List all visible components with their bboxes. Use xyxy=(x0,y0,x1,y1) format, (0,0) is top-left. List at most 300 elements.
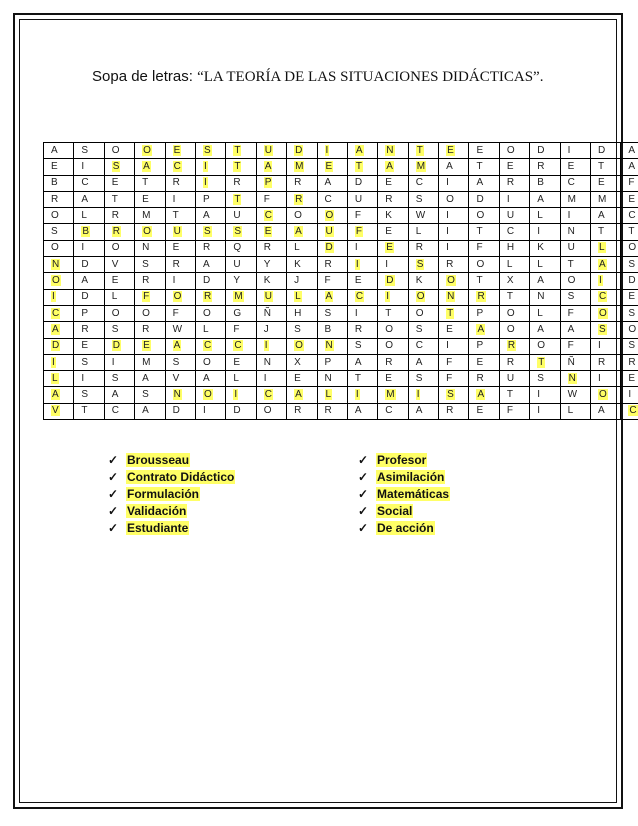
word-list-item xyxy=(358,486,450,503)
grid-cell xyxy=(408,305,438,321)
letter: I xyxy=(446,242,449,254)
letter: S xyxy=(111,372,119,384)
grid-cell xyxy=(44,208,74,224)
grid-cell xyxy=(165,403,195,419)
letter: S xyxy=(415,372,423,384)
letter: R xyxy=(598,356,606,368)
letter: K xyxy=(415,275,423,287)
grid-cell xyxy=(499,322,529,338)
highlighted-letter: I xyxy=(599,275,602,287)
grid-cell xyxy=(469,273,499,289)
grid-cell xyxy=(530,257,560,273)
letter: T xyxy=(506,291,513,303)
grid-cell xyxy=(499,305,529,321)
letter: R xyxy=(263,242,271,254)
grid-cell xyxy=(195,387,225,403)
grid-cell xyxy=(135,338,165,354)
grid-cell xyxy=(469,403,499,419)
highlighted-letter: A xyxy=(173,340,181,352)
checkmark-icon: ✓ xyxy=(358,521,369,535)
highlighted-letter: A xyxy=(477,323,485,335)
highlighted-letter: O xyxy=(599,307,607,319)
letter: R xyxy=(111,209,120,221)
grid-cell xyxy=(287,257,317,273)
grid-cell xyxy=(499,371,529,387)
letter: E xyxy=(598,177,605,189)
grid-cell xyxy=(530,175,560,191)
grid-row xyxy=(44,273,638,289)
highlighted-letter: T xyxy=(234,144,241,156)
highlighted-letter: R xyxy=(203,291,212,303)
letter: C xyxy=(567,177,575,189)
highlighted-letter: E xyxy=(143,340,150,352)
grid-cell xyxy=(439,208,469,224)
highlighted-letter: U xyxy=(264,144,272,156)
highlighted-letter: M xyxy=(386,389,395,401)
grid-cell xyxy=(165,257,195,273)
grid-cell xyxy=(165,273,195,289)
grid-cell xyxy=(560,338,590,354)
letter: R xyxy=(385,193,393,205)
grid-cell xyxy=(621,240,638,256)
grid-cell xyxy=(256,257,286,273)
highlighted-letter: O xyxy=(416,291,425,303)
highlighted-letter: T xyxy=(538,356,545,368)
letter: D xyxy=(172,405,180,417)
grid-cell xyxy=(317,305,347,321)
letter: T xyxy=(476,160,483,172)
letter: E xyxy=(111,177,119,189)
grid-cell xyxy=(378,403,408,419)
highlighted-letter: E xyxy=(447,144,454,156)
grid-cell xyxy=(104,289,134,305)
letter: I xyxy=(81,242,85,254)
letter: I xyxy=(81,372,85,384)
grid-cell xyxy=(226,208,256,224)
grid-cell xyxy=(408,387,438,403)
grid-cell xyxy=(74,322,104,338)
grid-cell xyxy=(317,354,347,370)
letter: R xyxy=(172,258,180,270)
letter: T xyxy=(172,209,179,221)
letter: K xyxy=(263,275,271,287)
grid-cell xyxy=(135,305,165,321)
letter: W xyxy=(415,209,426,221)
grid-cell xyxy=(378,240,408,256)
letter: R xyxy=(446,258,454,270)
highlighted-letter: A xyxy=(386,160,393,172)
letter: C xyxy=(111,405,120,417)
letter: E xyxy=(385,226,392,238)
grid-cell xyxy=(104,305,134,321)
letter: M xyxy=(567,193,576,205)
letter: A xyxy=(324,177,332,189)
letter: A xyxy=(598,405,605,417)
grid-cell xyxy=(287,354,317,370)
grid-cell xyxy=(560,305,590,321)
letter: T xyxy=(354,372,362,384)
letter: E xyxy=(446,323,453,335)
highlighted-letter: M xyxy=(295,160,304,172)
highlighted-letter: D xyxy=(52,340,60,352)
highlighted-letter: L xyxy=(295,291,301,303)
letter: I xyxy=(506,193,510,205)
letter: W xyxy=(172,323,183,335)
grid-cell xyxy=(104,338,134,354)
grid-row xyxy=(44,257,638,273)
grid-cell xyxy=(621,273,638,289)
highlighted-letter: C xyxy=(203,340,212,352)
letter: O xyxy=(567,275,576,287)
letter: D xyxy=(81,291,89,303)
letter: L xyxy=(415,226,422,238)
letter: I xyxy=(598,340,601,352)
highlighted-letter: A xyxy=(52,389,59,401)
letter: F xyxy=(567,307,574,319)
grid-cell xyxy=(469,387,499,403)
letter: R xyxy=(233,177,241,189)
letter: O xyxy=(111,307,120,319)
letter: A xyxy=(202,372,210,384)
grid-cell xyxy=(621,354,638,370)
letter: V xyxy=(172,372,180,384)
grid-cell xyxy=(104,143,134,159)
grid-cell xyxy=(165,354,195,370)
grid-cell xyxy=(591,322,621,338)
grid-cell xyxy=(44,322,74,338)
grid-row xyxy=(44,354,638,370)
letter: J xyxy=(294,275,300,287)
grid-cell xyxy=(44,371,74,387)
letter: H xyxy=(294,307,302,319)
grid-cell xyxy=(104,175,134,191)
highlighted-letter: I xyxy=(52,291,55,303)
grid-cell xyxy=(408,143,438,159)
grid-cell xyxy=(256,338,286,354)
highlighted-letter: L xyxy=(52,372,58,384)
grid-cell xyxy=(256,305,286,321)
letter: E xyxy=(233,356,241,368)
letter: S xyxy=(354,340,362,352)
letter: C xyxy=(415,340,423,352)
grid-cell xyxy=(287,371,317,387)
letter: P xyxy=(202,193,210,205)
highlighted-letter: S xyxy=(416,258,424,270)
grid-cell xyxy=(195,338,225,354)
letter: A xyxy=(476,177,484,189)
grid-cell xyxy=(499,191,529,207)
letter: A xyxy=(537,193,544,205)
grid-cell xyxy=(499,240,529,256)
letter: R xyxy=(51,193,59,205)
grid-cell xyxy=(287,387,317,403)
grid-cell xyxy=(439,371,469,387)
letter: E xyxy=(385,372,392,384)
letter: C xyxy=(385,405,393,417)
letter: U xyxy=(506,372,515,384)
grid-cell xyxy=(439,224,469,240)
grid-row xyxy=(44,175,638,191)
letter: E xyxy=(476,405,484,417)
grid-row xyxy=(44,289,638,305)
highlighted-letter: O xyxy=(143,144,151,156)
letter: T xyxy=(567,258,574,270)
grid-cell xyxy=(104,403,134,419)
letter: C xyxy=(506,226,515,238)
letter: U xyxy=(354,193,363,205)
checkmark-icon: ✓ xyxy=(108,470,119,484)
letter: I xyxy=(172,275,176,287)
grid-cell xyxy=(317,403,347,419)
grid-cell xyxy=(621,305,638,321)
letter: E xyxy=(142,193,149,205)
letter: O xyxy=(202,356,211,368)
grid-cell xyxy=(499,354,529,370)
grid-cell xyxy=(104,322,134,338)
highlighted-letter: O xyxy=(447,275,455,287)
grid-cell xyxy=(378,224,408,240)
letter: I xyxy=(385,258,389,270)
grid-cell xyxy=(256,191,286,207)
grid-cell xyxy=(135,191,165,207)
grid-cell xyxy=(44,240,74,256)
letter: D xyxy=(354,177,363,189)
grid-cell xyxy=(195,143,225,159)
grid-cell xyxy=(44,403,74,419)
grid-cell xyxy=(317,371,347,387)
grid-cell xyxy=(165,289,195,305)
highlighted-letter: D xyxy=(112,340,121,352)
highlighted-letter: C xyxy=(173,160,181,172)
grid-cell xyxy=(74,305,104,321)
letter: D xyxy=(233,405,241,417)
highlighted-letter: N xyxy=(52,258,60,270)
grid-row xyxy=(44,322,638,338)
letter: S xyxy=(628,340,636,352)
letter: I xyxy=(537,226,541,238)
letter: A xyxy=(567,323,575,335)
letter: D xyxy=(202,275,211,287)
letter: T xyxy=(81,405,88,417)
letter: T xyxy=(111,193,118,205)
letter: X xyxy=(506,275,514,287)
highlighted-letter: E xyxy=(264,226,272,238)
grid-cell xyxy=(347,273,377,289)
letter: A xyxy=(142,372,149,384)
highlighted-letter: F xyxy=(143,291,150,303)
letter: I xyxy=(263,372,267,384)
letter: I xyxy=(354,242,358,254)
letter: R xyxy=(446,405,454,417)
grid-cell xyxy=(378,354,408,370)
grid-cell xyxy=(560,387,590,403)
grid-cell xyxy=(135,371,165,387)
grid-cell xyxy=(591,289,621,305)
grid-cell xyxy=(256,354,286,370)
grid-cell xyxy=(439,387,469,403)
grid-cell xyxy=(347,208,377,224)
letter: I xyxy=(354,307,358,319)
highlighted-letter: C xyxy=(52,307,60,319)
letter: F xyxy=(628,177,635,189)
grid-cell xyxy=(135,257,165,273)
letter: I xyxy=(111,356,115,368)
letter: F xyxy=(567,340,574,352)
grid-cell xyxy=(226,257,256,273)
grid-cell xyxy=(165,387,195,403)
grid-cell xyxy=(530,143,560,159)
grid-cell xyxy=(378,208,408,224)
letter: E xyxy=(111,275,119,287)
highlighted-letter: O xyxy=(173,291,182,303)
grid-cell xyxy=(530,322,560,338)
grid-cell xyxy=(347,240,377,256)
grid-cell xyxy=(104,224,134,240)
highlighted-letter: R xyxy=(507,340,516,352)
highlighted-letter: U xyxy=(325,226,333,238)
highlighted-letter: L xyxy=(599,242,605,254)
word-label: Brousseau xyxy=(127,453,190,467)
letter: T xyxy=(385,307,392,319)
grid-cell xyxy=(469,240,499,256)
letter: K xyxy=(385,209,392,221)
grid-cell xyxy=(256,289,286,305)
letter: A xyxy=(415,405,423,417)
letter: O xyxy=(506,307,515,319)
letter: I xyxy=(537,389,541,401)
grid-cell xyxy=(347,354,377,370)
highlighted-letter: I xyxy=(234,389,238,401)
grid-cell xyxy=(317,338,347,354)
letter: N xyxy=(142,242,150,254)
letter: R xyxy=(476,372,484,384)
grid-cell xyxy=(621,338,638,354)
grid-cell xyxy=(469,371,499,387)
highlighted-letter: D xyxy=(295,144,303,156)
grid-cell xyxy=(621,387,638,403)
letter: F xyxy=(263,193,270,205)
checkmark-icon: ✓ xyxy=(358,453,369,467)
grid-cell xyxy=(469,159,499,175)
grid-cell xyxy=(287,175,317,191)
letter: S xyxy=(142,258,149,270)
letter: K xyxy=(537,242,544,254)
grid-cell xyxy=(530,224,560,240)
highlighted-letter: R xyxy=(295,193,303,205)
letter: D xyxy=(598,144,606,156)
letter: O xyxy=(142,307,150,319)
letter: R xyxy=(294,177,302,189)
checkmark-icon: ✓ xyxy=(108,521,119,535)
highlighted-letter: C xyxy=(355,291,364,303)
highlighted-letter: T xyxy=(447,307,454,319)
grid-cell xyxy=(135,403,165,419)
highlighted-letter: O xyxy=(203,389,212,401)
letter: S xyxy=(537,372,544,384)
letter: O xyxy=(202,307,211,319)
grid-cell xyxy=(74,273,104,289)
letter: E xyxy=(354,275,362,287)
grid-cell xyxy=(317,257,347,273)
grid-row xyxy=(44,143,638,159)
grid-cell xyxy=(226,273,256,289)
grid-cell xyxy=(560,159,590,175)
grid-cell xyxy=(591,191,621,207)
grid-cell xyxy=(226,143,256,159)
grid-cell xyxy=(408,159,438,175)
letter: O xyxy=(446,193,454,205)
highlighted-letter: I xyxy=(203,177,207,189)
grid-cell xyxy=(408,240,438,256)
letter: W xyxy=(567,389,578,401)
highlighted-letter: U xyxy=(173,226,181,238)
highlighted-letter: D xyxy=(386,275,394,287)
letter: L xyxy=(111,291,118,303)
grid-cell xyxy=(165,191,195,207)
grid-cell xyxy=(256,273,286,289)
letter: P xyxy=(476,307,484,319)
page-title xyxy=(92,68,543,86)
grid-cell xyxy=(469,322,499,338)
grid-cell xyxy=(317,387,347,403)
grid-cell xyxy=(165,338,195,354)
grid-cell xyxy=(591,175,621,191)
letter: R xyxy=(324,405,332,417)
grid-cell xyxy=(104,159,134,175)
grid-cell xyxy=(287,143,317,159)
grid-cell xyxy=(530,354,560,370)
letter: P xyxy=(476,340,484,352)
highlighted-letter: O xyxy=(295,340,303,352)
word-list-item xyxy=(108,520,235,537)
letter: I xyxy=(567,144,571,156)
grid-cell xyxy=(408,289,438,305)
highlighted-letter: R xyxy=(477,291,485,303)
grid-cell xyxy=(621,175,638,191)
grid-cell xyxy=(347,159,377,175)
letter: A xyxy=(142,405,149,417)
grid-cell xyxy=(165,224,195,240)
grid-cell xyxy=(591,305,621,321)
grid-cell xyxy=(44,143,74,159)
letter: U xyxy=(567,242,575,254)
grid-cell xyxy=(195,191,225,207)
grid-cell xyxy=(378,143,408,159)
grid-cell xyxy=(165,159,195,175)
letter: Ñ xyxy=(263,307,271,319)
letter: R xyxy=(385,356,393,368)
grid-cell xyxy=(347,387,377,403)
letter: G xyxy=(233,307,242,319)
word-list-item xyxy=(358,520,450,537)
word-label: De acción xyxy=(377,521,434,535)
grid-cell xyxy=(195,159,225,175)
grid-cell xyxy=(135,387,165,403)
grid-cell xyxy=(104,387,134,403)
letter: A xyxy=(415,356,423,368)
grid-cell xyxy=(347,289,377,305)
letter: F xyxy=(233,323,240,335)
grid-cell xyxy=(378,371,408,387)
letter: A xyxy=(202,209,210,221)
letter: O xyxy=(628,323,637,335)
highlighted-letter: U xyxy=(264,291,272,303)
grid-cell xyxy=(378,387,408,403)
highlighted-letter: T xyxy=(355,160,363,172)
grid-cell xyxy=(378,289,408,305)
highlighted-letter: I xyxy=(264,340,268,352)
grid-cell xyxy=(408,257,438,273)
